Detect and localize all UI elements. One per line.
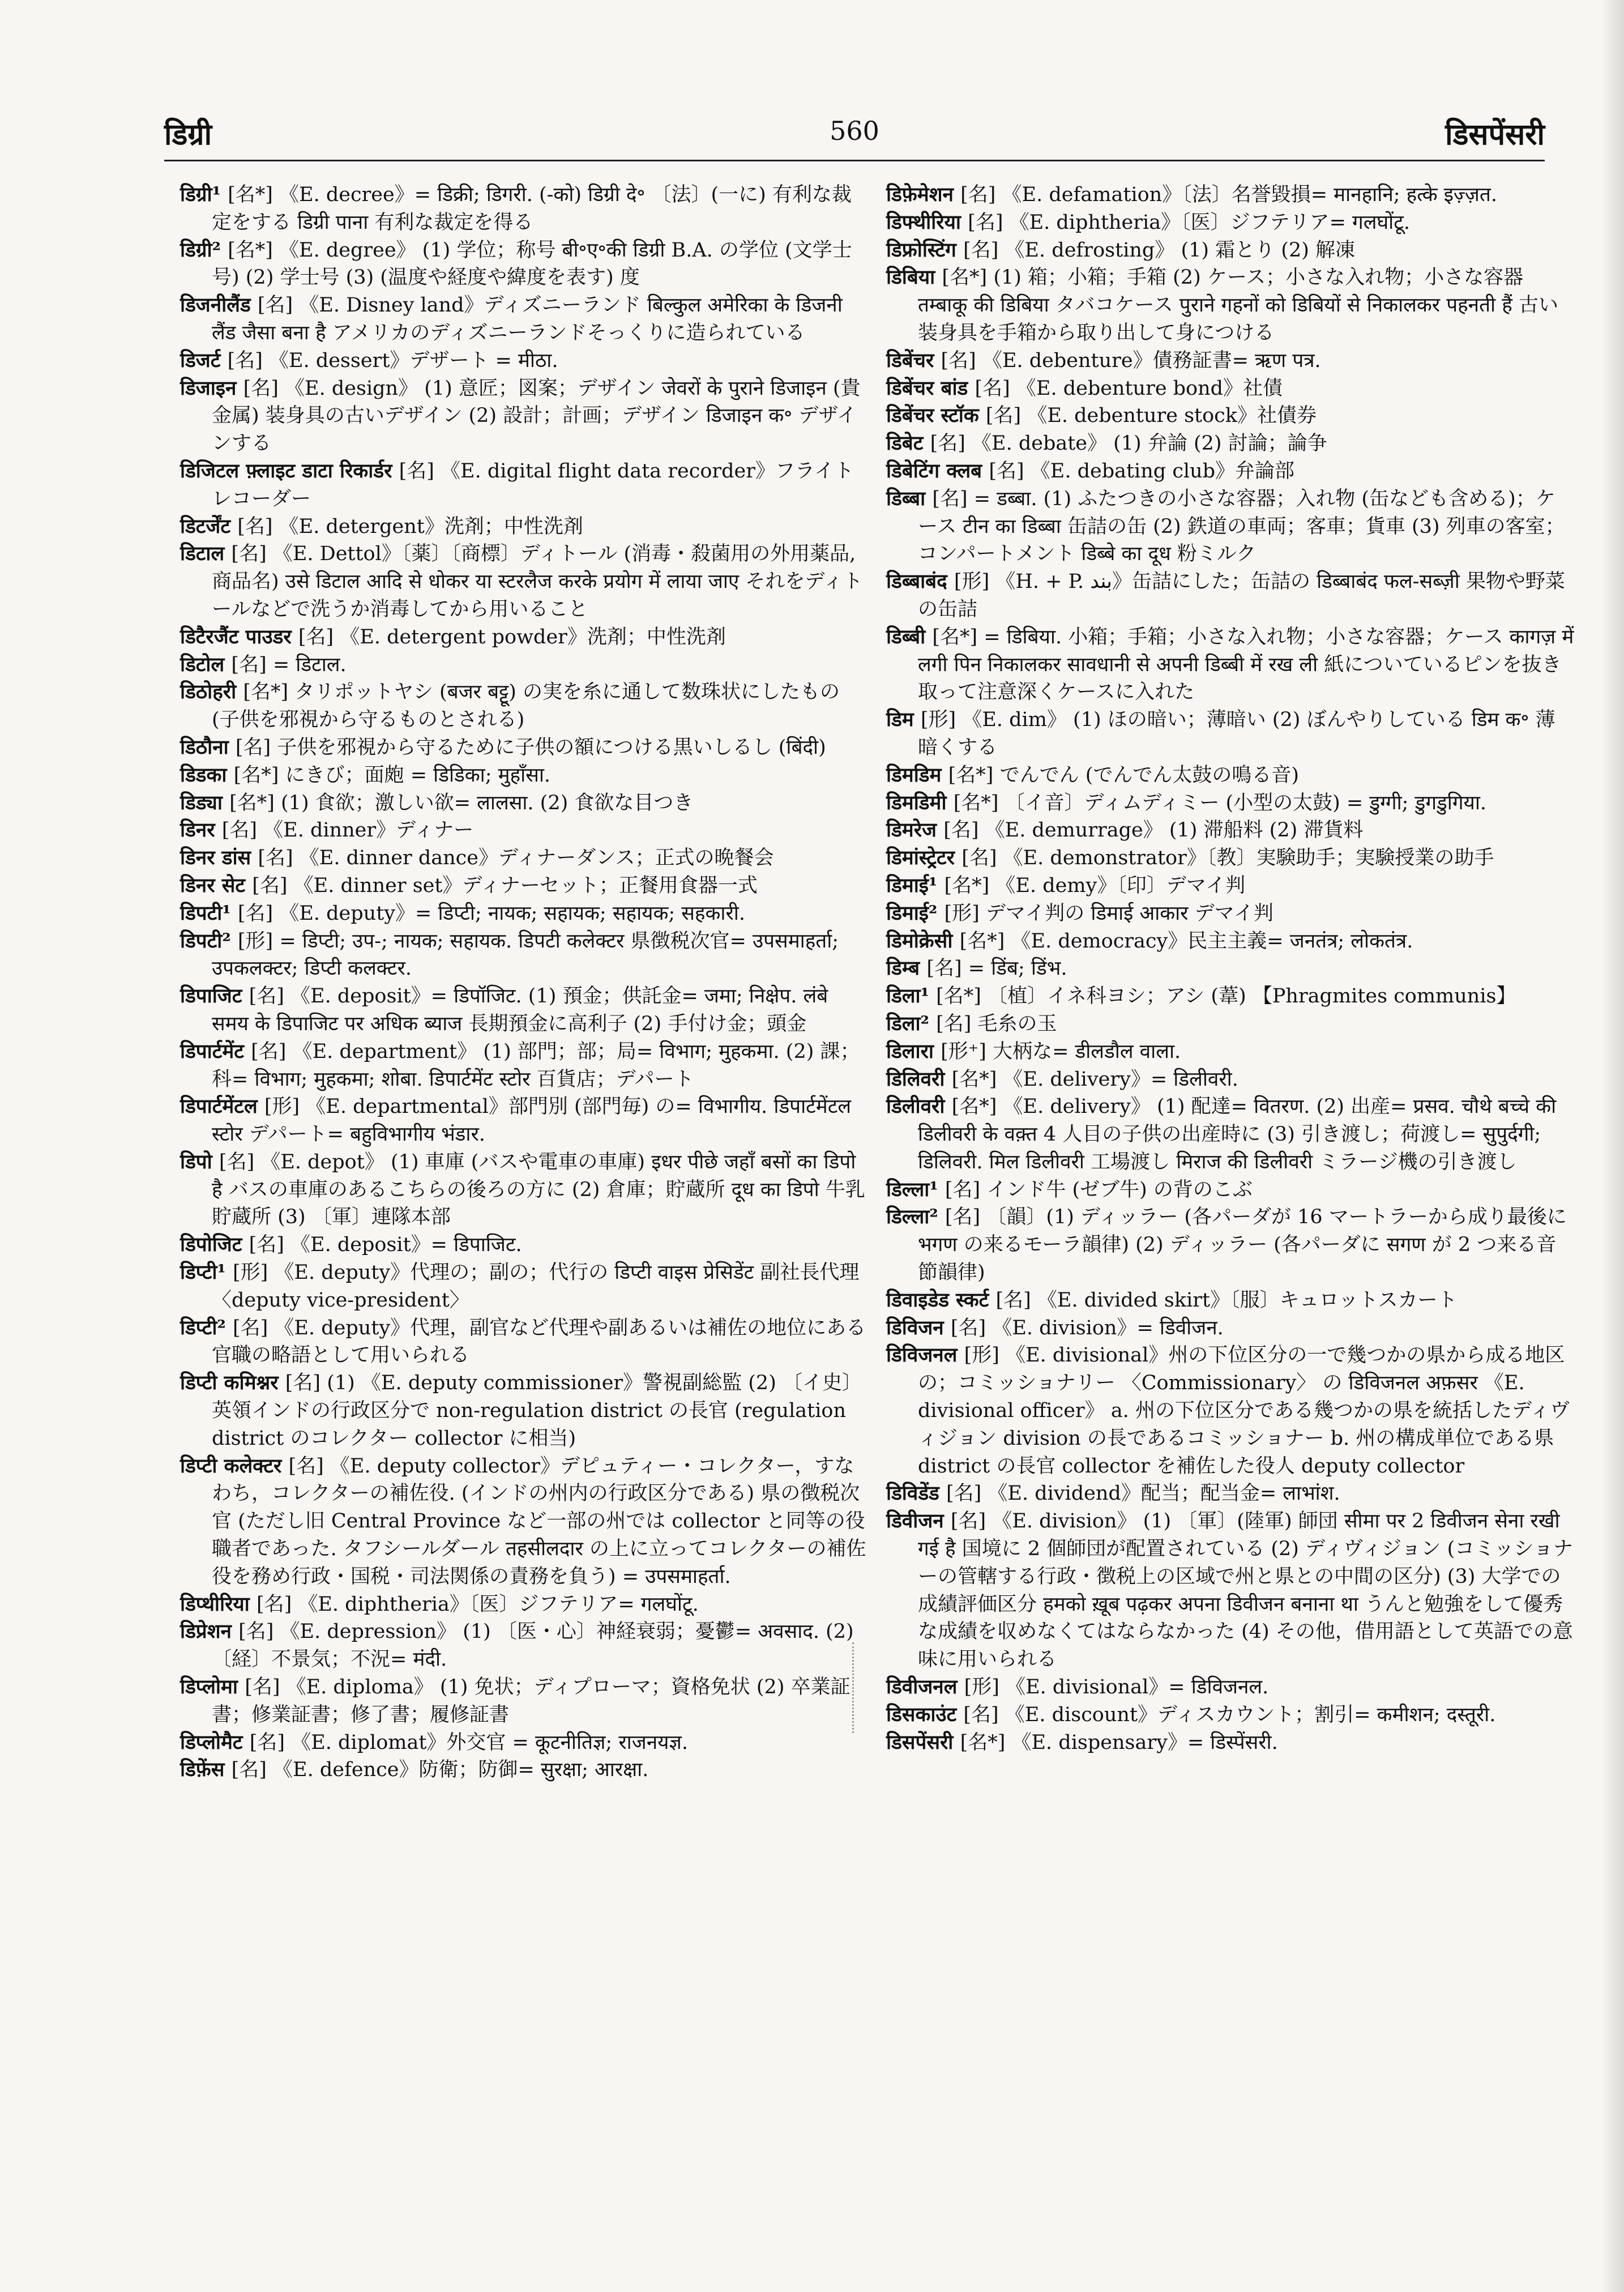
entry-headword: डिम: [886, 708, 921, 732]
entry-headword: डिल्ला²: [886, 1205, 945, 1229]
dictionary-entry: डिप्टी² [名] 《E. deputy》代理，副官など代理や副あるいは補佐の地位にある官職の略語として用いられる: [180, 1316, 866, 1367]
entry-headword: डिपो: [180, 1150, 219, 1173]
dictionary-entry: डिजनीलैंड [名] 《E. Disney land》ディズニーランド बिल्कुल अमेरिका के डिजनी लैंड जैसा बना है アメリカのディズニーランドそっくりに造られている: [180, 293, 843, 344]
dictionary-entry: डिवीजनल [形] 《E. divisional》= डिविजनल.: [886, 1675, 1269, 1699]
dictionary-entry: डिठौना [名] 子供を邪視から守るために子供の額につける黒いしるし (बिंदी): [180, 735, 826, 759]
dictionary-entry: डिबेंचर बांड [名] 《E. debenture bond》社債: [886, 376, 1283, 400]
entry-headword: डिटैरजैंट पाउडर: [180, 625, 298, 648]
entry-headword: डिब्बा: [886, 486, 933, 510]
dictionary-entry: डिफ्थीरिया [名] 《E. diphtheria》〔医〕ジフテリア= गलघोंटू.: [886, 210, 1410, 234]
entry-headword: डिमाई¹: [886, 873, 945, 897]
dictionary-entry: डिमाई¹ [名*] 《E. demy》〔印〕デマイ判: [886, 873, 1246, 897]
entry-headword: डिनर सेट: [180, 873, 253, 897]
dictionary-entry: डिग्री¹ [名*] 《E. decree》= डिक्री; डिगरी. (-को) डिग्री दे॰ 〔法〕(一に) 有利な裁定をする डिग्री पाना 有利な裁定を得る: [180, 183, 852, 234]
entry-headword: डिमडिमी: [886, 791, 954, 814]
entry-headword: डिपटी²: [180, 929, 238, 953]
entry-headword: डिबेंचर बांड: [886, 376, 975, 400]
dictionary-entry: डिबिया [名*] (1) 箱；小箱；手箱 (2) ケース；小さな入れ物；小さな容器 तम्बाकू की डिबिया タバコケース पुराने गहनों को डिबियों से निकालकर पहनती हैं 古い装身具を手箱から取り出して身につける: [886, 266, 1558, 344]
entry-headword: डिसपेंसरी: [886, 1730, 960, 1754]
dictionary-entry: डिला² [名] 毛糸の玉: [886, 1011, 1057, 1035]
dictionary-entry: डिफ्रोस्टिंग [名] 《E. defrosting》 (1) 霜とり (2) 解凍: [886, 238, 1355, 262]
entry-headword: डिवीजनल: [886, 1675, 964, 1699]
dictionary-entry: डिनर डांस [名] 《E. dinner dance》ディナーダンス；正式の晩餐会: [180, 846, 774, 870]
dictionary-entry: डिमडिम [名*] でんでん (でんでん太鼓の鳴る音): [886, 763, 1300, 787]
dictionary-entry: डिब्बी [名*] = डिबिया. 小箱；手箱；小さな入れ物；小さな容器；ケース कागज़ में लगी पिन निकालकर सावधानी से अपनी डिब्बी में रख ली 紙についているピンを抜き取って注意深くケースに入れた: [886, 625, 1574, 704]
dictionary-entry: डिड्या [名*] (1) 食欲；激しい欲= लालसा. (2) 食欲な目つき: [180, 791, 694, 814]
dictionary-entry: डिठोहरी [名*] タリポットヤシ (बजर बट्टू) の実を糸に通して数珠状にしたもの (子供を邪視から守るものとされる): [180, 680, 840, 732]
dictionary-entry: डिलिवरी [名*] 《E. delivery》= डिलीवरी.: [886, 1067, 1238, 1091]
page-edge-shadow: [1601, 0, 1624, 2292]
entry-headword: डिलीवरी: [886, 1095, 952, 1119]
entry-headword: डिबेटिंग क्लब: [886, 459, 989, 483]
dictionary-entry: डिप्लोमैट [名] 《E. diplomat》外交官 = कूटनीतिज्ञ; राजनयज्ञ.: [180, 1730, 688, 1754]
entry-headword: डिफ्थीरिया: [886, 210, 968, 234]
dictionary-entry: डिलारा [形⁺] 大柄な= डीलडौल वाला.: [886, 1039, 1181, 1063]
entry-headword: डिला²: [886, 1011, 937, 1035]
entry-headword: डिब्बाबंद: [886, 570, 954, 594]
entry-headword: डिडका: [180, 763, 234, 787]
entry-headword: डिवाइडेड स्कर्ट: [886, 1288, 996, 1312]
dictionary-entry: डिनर [名] 《E. dinner》ディナー: [180, 818, 474, 842]
dictionary-entry: डिल्ला² [名] 〔韻〕(1) ディッラー (各パーダが 16 マートラーから成り最後に भगण の来るモーラ韻律) (2) ディッラー (各パーダに सगण が 2 つ来る音節韻律): [886, 1205, 1567, 1284]
dictionary-entry: डिपोजिट [名] 《E. deposit》= डिपाजिट.: [180, 1233, 522, 1257]
dictionary-entry: डिल्ला¹ [名] インド牛 (ゼブ牛) の背のこぶ: [886, 1177, 1253, 1201]
dictionary-entry: डिविडेंड [名] 《E. dividend》配当；配当金= लाभांश.: [886, 1482, 1340, 1505]
entry-headword: डिबेंचर स्टॉक: [886, 404, 986, 428]
entry-headword: डिबेंचर: [886, 348, 941, 372]
right-column: [886, 181, 1574, 1756]
dictionary-entry: डिमडिमी [名*] 〔イ音〕ディムディミー (小型の太鼓) = डुग्गी; डुगडुगिया.: [886, 791, 1487, 814]
left-running-headword: डिग्री: [164, 117, 212, 152]
dictionary-entry: डिबेट [名] 《E. debate》 (1) 弁論 (2) 討論；論争: [886, 432, 1327, 455]
dictionary-entry: डिबेंचर स्टॉक [名] 《E. debenture stock》社債券: [886, 404, 1317, 428]
entry-headword: डिप्रेशन: [180, 1620, 239, 1644]
dictionary-entry: डिटर्जेंट [名] 《E. detergent》洗剤；中性洗剤: [180, 514, 583, 538]
dictionary-entry: डिटैरजैंट पाउडर [名] 《E. detergent powder》洗剤；中性洗剤: [180, 625, 726, 648]
entry-headword: डिल्ला¹: [886, 1177, 945, 1201]
dictionary-entry: डिप्टी कमिश्नर [名] (1) 《E. deputy commissioner》警視副総監 (2) 〔イ史〕英領インドの行政区分で non-regulation district の長官 (regulation district のコレクター collector に相当): [180, 1371, 862, 1450]
dictionary-entry: डिपो [名] 《E. depot》 (1) 車庫 (バスや電車の車庫) इधर पीछे जहाँ बसों का डिपो है バスの車庫のあるこちらの後ろの方に (2) 倉庫；貯蔵所 दूध का डिपो 牛乳貯蔵所 (3) 〔軍〕連隊本部: [180, 1150, 865, 1229]
entry-headword: डिटाल: [180, 542, 232, 566]
dictionary-entry: डिविजनल [形] 《E. divisional》州の下位区分の一で幾つかの県から成る地区の；コミッショナリー 〈Commissionary〉 の डिविजनल अफ़सर 《E. divisional officer》 a. 州の下位区分である幾つかの県を統括したディヴィジョン division の長であるコミッショナー b. 州の構成単位である県 district の長官 collector を補佐した役人 deputy collector: [886, 1343, 1570, 1478]
entry-headword: डिग्री²: [180, 238, 228, 262]
entry-headword: डिफ्रोस्टिंग: [886, 238, 964, 262]
dictionary-entry: डिफ़ेंस [名] 《E. defence》防衛；防御= सुरक्षा; आरक्षा.: [180, 1758, 649, 1782]
entry-headword: डिविजन: [886, 1316, 951, 1339]
entry-headword: डिविडेंड: [886, 1482, 946, 1505]
dictionary-entry: डिपटी¹ [名] 《E. deputy》= डिप्टी; नायक; सहायक; सहायक; सहकारी.: [180, 901, 745, 925]
dictionary-entry: डिजर्ट [名] 《E. dessert》デザート = मीठा.: [180, 348, 558, 372]
dictionary-entry: डिलीवरी [名*] 《E. delivery》 (1) 配達= वितरण. (2) 出産= प्रसव. चौथे बच्चे की डिलीवरी के वक़्त 4 人目の子供の出産時に (3) 引き渡し；荷渡し= सुपुर्दगी; डिलिवरी. मिल डिलीवरी 工場渡し मिराज की डिलीवरी ミラージ機の引き渡し: [886, 1095, 1557, 1173]
entry-headword: डिजाइन: [180, 376, 243, 400]
entry-headword: डिपोजिट: [180, 1233, 249, 1257]
entry-headword: डिजनीलैंड: [180, 293, 258, 317]
entry-headword: डिनर डांस: [180, 846, 258, 870]
entry-headword: डिब्बी: [886, 625, 933, 648]
entry-headword: डिलिवरी: [886, 1067, 952, 1091]
dictionary-entry: डिब्बाबंद [形] 《H. + P. بند》缶詰にした；缶詰の डिब्बाबंद फल-सब्ज़ी 果物や野菜の缶詰: [886, 570, 1565, 621]
entry-headword: डिम्ब: [886, 957, 927, 980]
right-running-headword: डिसपेंसरी: [1445, 117, 1545, 152]
entry-headword: डिठोहरी: [180, 680, 243, 704]
dictionary-entry: डिपाजिट [名] 《E. deposit》= डिपॉजिट. (1) 預金；供託金= जमा; निक्षेप. लंबे समय के डिपाजिट पर अधिक ब्याज 長期預金に高利子 (2) 手付け金；頭金: [180, 984, 828, 1035]
header-rule: [164, 160, 1545, 161]
entry-headword: डिप्लोमैट: [180, 1730, 250, 1754]
entry-headword: डिफ़ेंस: [180, 1758, 232, 1782]
entry-headword: डिफ़ेमेशन: [886, 183, 961, 206]
entry-headword: डिबेट: [886, 432, 930, 455]
entry-headword: डिटोल: [180, 652, 232, 676]
dictionary-entry: डिप्टी कलेक्टर [名] 《E. deputy collector》デピュティー・コレクター，すなわち，コレクターの補佐役. (インドの州内の行政区分である) 県の徴税次官 (ただし旧 Central Province など一部の州では collector と同等の役職者であった. タフシールダール तहसीलदार の上に立ってコレクターの補佐役を務め行政・国税・司法関係の責務を負う) = उपसमाहर्ता.: [180, 1454, 866, 1588]
dictionary-entry: डिजाइन [名] 《E. design》 (1) 意匠；図案；デザイン जेवरों के पुराने डिजाइन (貴金属) 装身具の古いデザイン (2) 設計；計画；デザイン डिजाइन क॰ デザインする: [180, 376, 861, 455]
gutter-mark: [852, 1642, 855, 1733]
dictionary-entry: डिफ़ेमेशन [名] 《E. defamation》〔法〕名誉毀損= मानहानि; हत्के इज़्ज़त.: [886, 183, 1497, 206]
entry-headword: डिपटी¹: [180, 901, 238, 925]
entry-headword: डिड्या: [180, 791, 230, 814]
entry-headword: डिपार्टमेंटल: [180, 1095, 264, 1119]
dictionary-entry: डिबेटिंग क्लब [名] 《E. debating club》弁論部: [886, 459, 1295, 483]
dictionary-entry: डिप्टी¹ [形] 《E. deputy》代理の；副の；代行の डिप्टी वाइस प्रेसिडेंट 副社長代理 〈deputy vice-president〉: [180, 1261, 860, 1312]
dictionary-entry: डिसपेंसरी [名*] 《E. dispensary》= डिस्पेंसरी.: [886, 1730, 1278, 1754]
dictionary-entry: डिप्रेशन [名] 《E. depression》 (1) 〔医・心〕神経衰弱；憂鬱= अवसाद. (2) 〔経〕不景気；不況= मंदी.: [180, 1620, 854, 1671]
dictionary-entry: डिपटी² [形] = डिप्टी; उप-; नायक; सहायक. डिपटी कलेक्टर 県徴税次官= उपसमाहर्ता; उपकलक्टर; डिप्टी कलक्टर.: [180, 929, 839, 980]
dictionary-entry: डिसकाउंट [名] 《E. discount》ディスカウント；割引= कमीशन; दस्तूरी.: [886, 1702, 1496, 1726]
dictionary-entry: डिप्थीरिया [名] 《E. diphtheria》〔医〕ジフテリア= गलघोंटू.: [180, 1592, 699, 1616]
entry-headword: डिप्लोमा: [180, 1675, 245, 1699]
entry-headword: डिजर्ट: [180, 348, 228, 372]
dictionary-entry: डिजिटल फ़्लाइट डाटा रिकार्डर [名] 《E. digital flight data recorder》フライトレコーダー: [180, 459, 854, 510]
dictionary-entry: डिमाई² [形] デマイ判の डिमाई आकार デマイ判: [886, 901, 1273, 925]
entry-headword: डिप्थीरिया: [180, 1592, 257, 1616]
entry-headword: डिपाजिट: [180, 984, 249, 1008]
entry-headword: डिपार्टमेंट: [180, 1039, 251, 1063]
entry-headword: डिठौना: [180, 735, 236, 759]
entry-headword: डिमांस्ट्रेटर: [886, 846, 962, 870]
dictionary-entry: डिविजन [名] 《E. division》= डिवीजन.: [886, 1316, 1224, 1339]
dictionary-entry: डिडका [名*] にきび；面皰 = डिडिका; मुहाँसा.: [180, 763, 551, 787]
dictionary-entry: डिवीजन [名] 《E. division》 (1) 〔軍〕(陸軍) 師団 सीमा पर 2 डिवीजन सेना रखी गई है 国境に 2 個師団が配置されている (2) ディヴィジョン (コミッショナーの管轄する行政・徴税上の区域で州と県との中間の区分) (3) 大学での成績評価区分 हमको ख़ूब पढ़कर अपना डिवीजन बनाना था うんと勉強をして優秀な成績を収めなくてはならなかった (4) その他，借用語として英語での意味に用いられる: [886, 1509, 1573, 1671]
page-header: [164, 113, 1545, 159]
entry-headword: डिजिटल फ़्लाइट डाटा रिकार्डर: [180, 459, 399, 483]
entry-headword: डिसकाउंट: [886, 1702, 964, 1726]
entry-headword: डिनर: [180, 818, 222, 842]
dictionary-entry: डिपार्टमेंट [名] 《E. department》 (1) 部門；部；局= विभाग; मुहकमा. (2) 課；科= विभाग; मुहकमा; शोबा. डिपार्टमेंट स्टोर 百貨店；デパート: [180, 1039, 860, 1091]
dictionary-entry: डिनर सेट [名] 《E. dinner set》ディナーセット；正餐用食器一式: [180, 873, 758, 897]
entry-headword: डिप्टी कमिश्नर: [180, 1371, 285, 1395]
entry-headword: डिटर्जेंट: [180, 514, 238, 538]
entry-headword: डिप्टी¹: [180, 1261, 233, 1284]
entry-headword: डिमोक्रेसी: [886, 929, 960, 953]
entry-headword: डिग्री¹: [180, 183, 228, 206]
dictionary-entry: डिपार्टमेंटल [形] 《E. departmental》部門別 (部門毎) の= विभागीय. डिपार्टमेंटल स्टोर デパート= बहुविभागीय भंडार.: [180, 1095, 852, 1146]
dictionary-entry: डिब्बा [名] = डब्बा. (1) ふたつきの小さな容器；入れ物 (缶なども含める)；ケース टीन का डिब्बा 缶詰の缶 (2) 鉄道の車両；客車；貨車 (3) 列車の客室；コンパートメント डिब्बे का दूध 粉ミルク: [886, 486, 1565, 566]
entry-headword: डिप्टी²: [180, 1316, 233, 1339]
dictionary-entry: डिप्लोमा [名] 《E. diploma》 (1) 免状；ディプローマ；資格免状 (2) 卒業証書；修業証書；修了書；履修証書: [180, 1675, 851, 1726]
entry-headword: डिमरेज: [886, 818, 944, 842]
dictionary-entry: डिम [形] 《E. dim》 (1) ほの暗い；薄暗い (2) ぼんやりしている डिम क॰ 薄暗くする: [886, 708, 1555, 759]
entry-headword: डिला¹: [886, 984, 937, 1008]
page-number: 560: [830, 116, 879, 146]
entry-headword: डिमाई²: [886, 901, 945, 925]
entry-headword: डिप्टी कलेक्टर: [180, 1454, 289, 1478]
entry-headword: डिवीजन: [886, 1509, 951, 1533]
dictionary-entry: डिमांस्ट्रेटर [名] 《E. demonstrator》〔教〕実験助手；実験授業の助手: [886, 846, 1494, 870]
dictionary-entry: डिमोक्रेसी [名*] 《E. democracy》民主主義= जनतंत्र; लोकतंत्र.: [886, 929, 1413, 953]
entry-headword: डिबिया: [886, 266, 942, 289]
dictionary-entry: डिम्ब [名] = डिंब; डिंभ.: [886, 957, 1067, 980]
entry-headword: डिलारा: [886, 1039, 941, 1063]
dictionary-entry: डिटोल [名] = डिटाल.: [180, 652, 347, 676]
entry-headword: डिविजनल: [886, 1343, 964, 1367]
entry-headword: डिमडिम: [886, 763, 948, 787]
left-column: [180, 181, 868, 1784]
dictionary-entry: डिग्री² [名*] 《E. degree》 (1) 学位；称号 बी॰ए॰की डिग्री B.A. の学位 (文学士号) (2) 学士号 (3) (温度や経度や緯度を表す) 度: [180, 238, 852, 289]
dictionary-entry: डिला¹ [名*] 〔植〕イネ科ヨシ；アシ (葦) 【Phragmites communis】: [886, 984, 1516, 1008]
dictionary-entry: डिबेंचर [名] 《E. debenture》債務証書= ऋण पत्र.: [886, 348, 1321, 372]
dictionary-entry: डिवाइडेड स्कर्ट [名] 《E. divided skirt》〔服〕キュロットスカート: [886, 1288, 1458, 1312]
dictionary-entry: डिमरेज [名] 《E. demurrage》 (1) 滞船料 (2) 滞貨料: [886, 818, 1364, 842]
dictionary-entry: डिटाल [名] 《E. Dettol》〔薬〕〔商標〕ディトール (消毒・殺菌用の外用薬品, 商品名) उसे डिटाल आदि से धोकर या स्टरलैज करके प्रयोग में लाया जाए それをディトールなどで洗うか消毒してから用いること: [180, 542, 863, 621]
